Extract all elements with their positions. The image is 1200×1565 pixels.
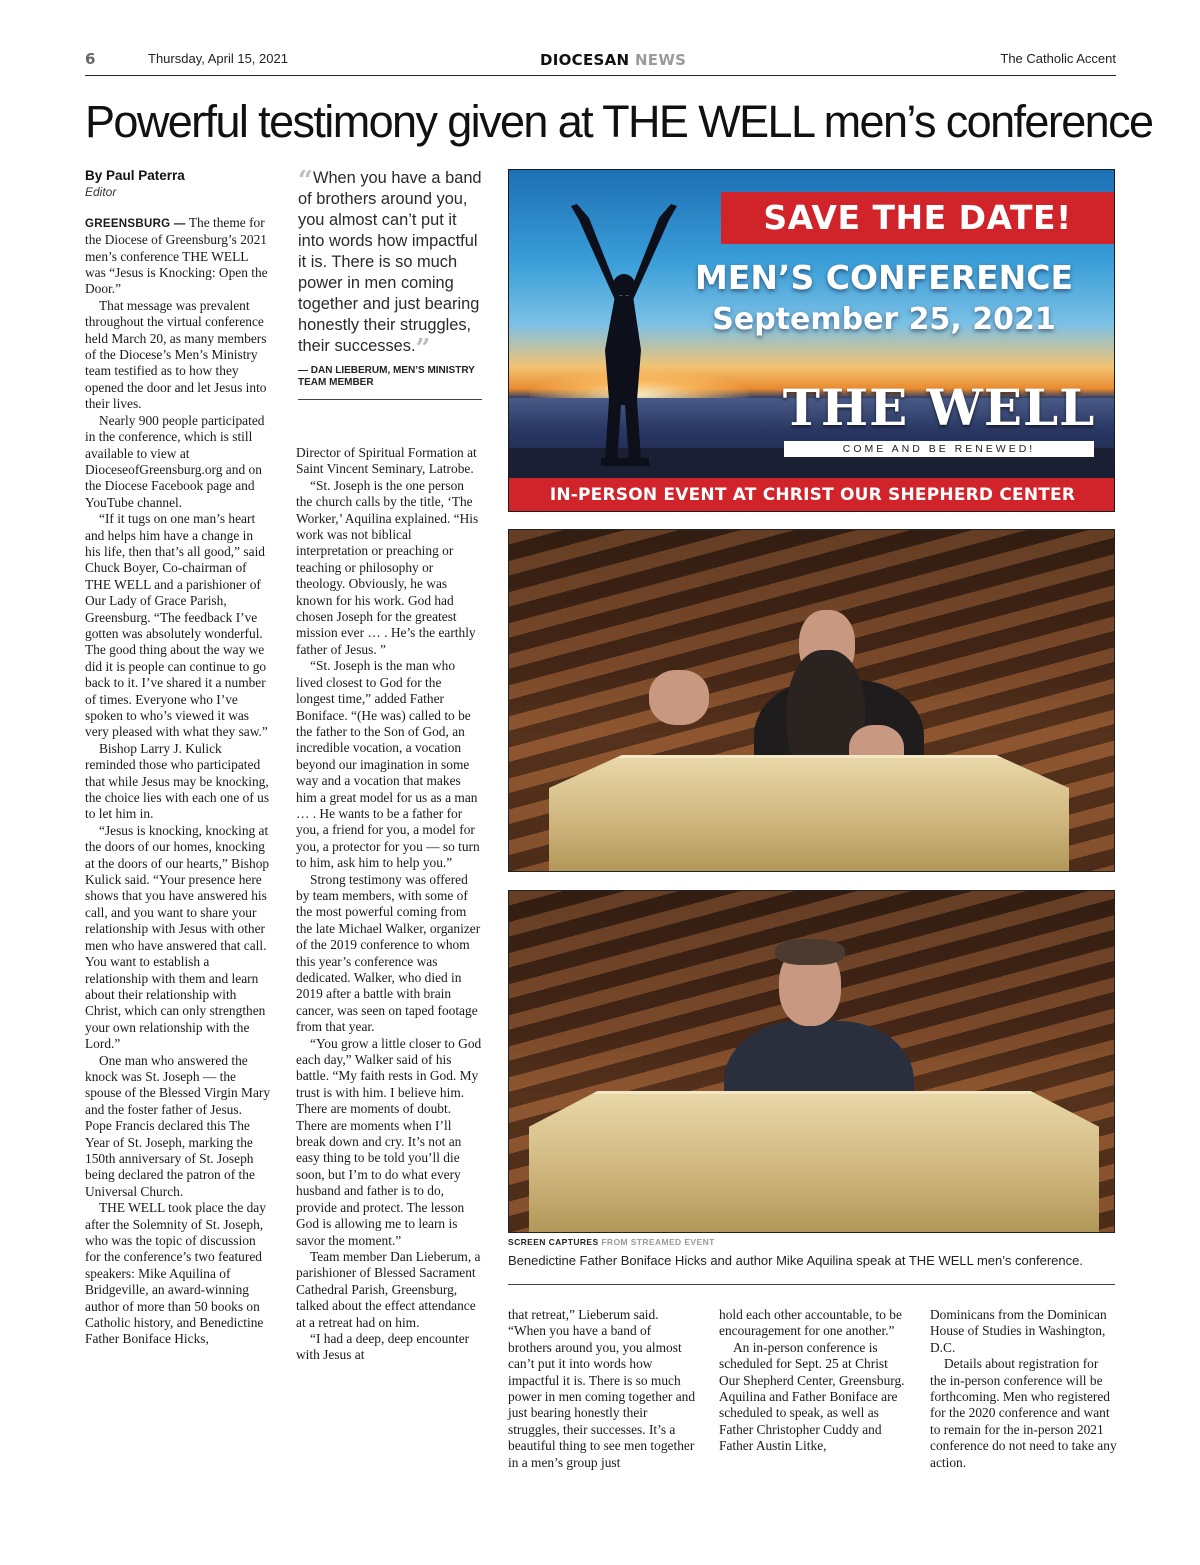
paragraph: “Jesus is knocking, knocking at the doors of our homes, knocking at the doors of our hearts,” Bishop Kulick said. “Your presence here shows that you have answered his call, and you want to share your relationship with Jesus with other men who have answered that call. You want to establish a relationship with them and learn about their relationship with Christ, which can only strengthen your own relationship with the Lord.” [85,822,270,1052]
paragraph: Director of Spiritual Formation at Saint Vincent Seminary, Latrobe. [296,445,477,477]
paragraph: Details about registration for the in-person conference will be forthcoming. Men who registered for the 2020 conference and want to remain for the in-person 2021 conference do not need to take any action. [930,1356,1117,1470]
ad-event-name: MEN’S CONFERENCE [694,258,1074,297]
dateline: GREENSBURG — [85,217,186,230]
photo-credit-source: SCREEN CAPTURES [508,1237,599,1247]
paragraph: THE WELL took place the day after the Solemnity of St. Joseph, who was the topic of discussion for the conference’s two featured speakers: Mike Aquilina of Bridgeville, an award-winning author of more than 50 books on Catholic history, and Benedictine Father Boniface Hicks, [85,1200,266,1347]
paragraph: “St. Joseph is the one person the church calls by the title, ‘The Worker,’ Aquilina explained. “His work was not biblical interpretation or preaching or teaching or philosophy or theology. Obviously, he was known for his work. God had chosen Joseph for the greatest mission ever … . He’s the earthly father of Jesus. ” [296,477,479,657]
article-column-1 [85,168,271,1348]
paragraph: That message was prevalent throughout the virtual conference held March 20, as many members of the Diocese’s Men’s Ministry team testified as to how they opened the door and let Jesus into their lives. [85,297,267,412]
divider [298,399,482,400]
pull-quote [298,168,482,400]
divider [508,1284,1115,1285]
pulpit [529,1091,1099,1233]
paragraph: Strong testimony was offered by team members, with some of the most powerful coming from the late Michael Walker, organizer of the 2019 conference to whom this year’s conference was dedicated. Walker, who died in 2019 after a battle with brain cancer, was seen on taped footage from that year. [296,871,481,1035]
article-column-2 [296,445,482,1364]
article-column-4 [719,1307,907,1455]
byline-role: Editor [85,185,117,200]
photo-speaker-boniface [508,529,1115,872]
photo-speaker-aquilina [508,890,1115,1233]
photo-credit [508,1237,715,1247]
paragraph: “If it tugs on one man’s heart and helps him have a change in his life, then that’s all good,” said Chuck Boyer, Co-chairman of THE WELL and a parishioner of Our Lady of Grace Parish, Greensburg. “The feedback I’ve gotten was absolutely wonderful. The good thing about the way we did it is people can continue to go back to it. I’ve shared it a number of times. Everyone who I’ve spoken to who’s viewed it was very pleased with what they saw.” [85,511,268,740]
paragraph: hold each other accountable, to be encouragement for one another.” [719,1307,902,1339]
close-quote-icon: ” [415,334,431,364]
ad-event-date: September 25, 2021 [712,302,1056,337]
raised-arms-silhouette-icon [549,200,699,480]
ad-brand-logo: THE WELL [782,378,1096,437]
section-title-sub: NEWS [634,51,687,69]
ad-save-the-date: SAVE THE DATE! [721,192,1114,244]
page-header [85,50,1116,76]
section-title-main: DIOCESAN [540,51,630,69]
paragraph-text: The theme for the Diocese of Greensburg’s 2021 men’s conference THE WELL was “Jesus is Knocking: Open the Door.” [85,214,268,297]
article-column-3 [508,1307,696,1471]
headline: Powerful testimony given at THE WELL men’s conference [85,96,1153,147]
ad-tagline: COME AND BE RENEWED! [784,441,1094,457]
pull-quote-text [298,166,482,364]
paragraph: Bishop Larry J. Kulick reminded those who participated that while Jesus may be knocking, the choice lies with each one of us to let him in. [85,740,270,822]
paragraph [85,215,271,298]
paragraph: Dominicans from the Dominican House of Studies in Washington, D.C. [930,1307,1107,1355]
byline: By Paul Paterra [85,168,185,183]
pull-quote-attribution: — DAN LIEBERUM, MEN’S MINISTRY TEAM MEMBER [298,365,475,388]
photo-caption: Benedictine Father Boniface Hicks and author Mike Aquilina speak at THE WELL men’s conference. [508,1253,1083,1268]
page-number: 6 [85,50,96,68]
ad-location-bar: IN-PERSON EVENT AT CHRIST OUR SHEPHERD CENTER [509,478,1115,512]
paragraph: “I had a deep, deep encounter with Jesus at [296,1330,470,1363]
pull-quote-body: When you have a band of brothers around you, you almost can’t put it into words how impactful it is. There is so much power in men coming together and just bearing honestly their struggles, their successes. [298,169,482,355]
speaker-hair [775,939,845,965]
paragraph: “You grow a little closer to God each day,” Walker said of his battle. “My faith rests in God. My trust is with him. I believe him. There are moments of doubt. There are moments when I’ll break down and cry. It’s not an easy thing to be told you’ll die soon, but I’m to do what every husband and father is to do, provide and protect. The lesson God is allowing me to learn is savor the moment.” [296,1035,482,1248]
open-quote-icon: “ [298,166,313,196]
publication-name: The Catholic Accent [1000,51,1116,66]
section-title [540,51,686,69]
conference-ad-banner [508,169,1115,512]
paragraph: An in-person conference is scheduled for Sept. 25 at Christ Our Shepherd Center, Greensburg. Aquilina and Father Boniface are scheduled to speak, as well as Father Christopher Cuddy and Father Austin Litke, [719,1339,905,1454]
photo-credit-detail: FROM STREAMED EVENT [601,1237,715,1247]
paragraph: Team member Dan Lieberum, a parishioner of Blessed Sacrament Cathedral Parish, Greensburg, talked about the effect attendance at a retreat had on him. [296,1248,481,1330]
issue-date: Thursday, April 15, 2021 [148,51,288,66]
paragraph: that retreat,” Lieberum said. “When you have a band of brothers around you, you almost can’t put it into words how impactful it is. There is so much power in men coming together and just bearing honestly their struggles, their successes. It’s a beautiful thing to see men together in a men’s group just [508,1307,696,1470]
pulpit [549,755,1069,872]
paragraph: “St. Joseph is the man who lived closest to God for the longest time,” added Father Boniface. “(He was) called to be the father to the Son of God, an incredible vocation, a vocation beyond our imagination in some way and a vocation that makes him a great model for us as a man … . He wants to be a father for you, a friend for you, a model for you, a protector for you — so turn to him, ask him to help you.” [296,658,480,871]
paragraph: Nearly 900 people participated in the conference, which is still available to view at DioceseofGreensburg.org and on the Diocese Facebook page and YouTube channel. [85,412,265,510]
speaker-left-hand [649,670,709,725]
article-column-5 [930,1307,1118,1471]
paragraph: One man who answered the knock was St. Joseph — the spouse of the Blessed Virgin Mary and the foster father of Jesus. Pope Francis declared this The Year of St. Joseph, marking the 150th anniversary of St. Joseph being declared the patron of the Universal Church. [85,1052,271,1199]
